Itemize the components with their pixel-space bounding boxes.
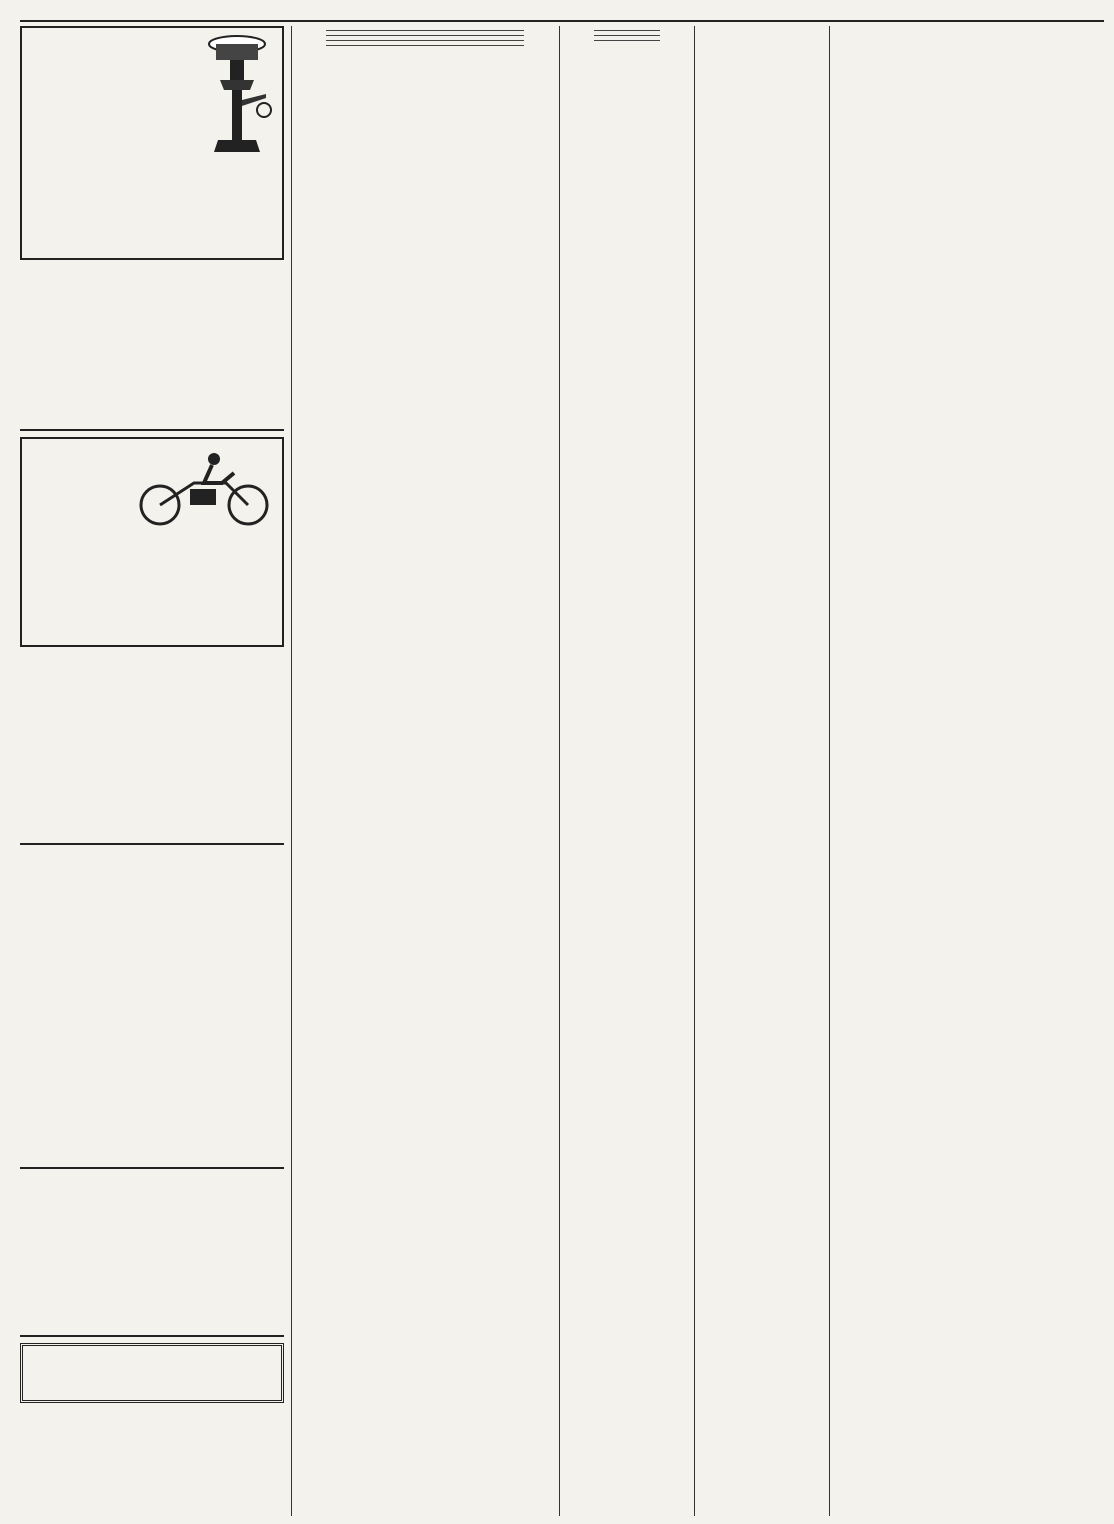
inglewood-sale-ad bbox=[20, 653, 284, 845]
column-rule bbox=[694, 26, 695, 1516]
masthead bbox=[20, 4, 1104, 22]
column-rule bbox=[559, 26, 560, 1516]
column-rule bbox=[829, 26, 830, 1516]
amber-tips-ad bbox=[20, 1343, 284, 1403]
column-2 bbox=[296, 26, 554, 1516]
column-1 bbox=[20, 26, 284, 1516]
column-rule bbox=[291, 26, 292, 1516]
motorcycle-illustration bbox=[134, 449, 274, 527]
seeds-ad bbox=[20, 266, 284, 431]
griffiths-ad bbox=[20, 26, 284, 260]
separator-machine-illustration bbox=[200, 34, 274, 156]
column-3 bbox=[564, 26, 690, 1516]
drakes-ad bbox=[20, 1175, 284, 1337]
farms-ad bbox=[20, 851, 284, 1169]
motor-cycles-ad bbox=[20, 437, 284, 647]
